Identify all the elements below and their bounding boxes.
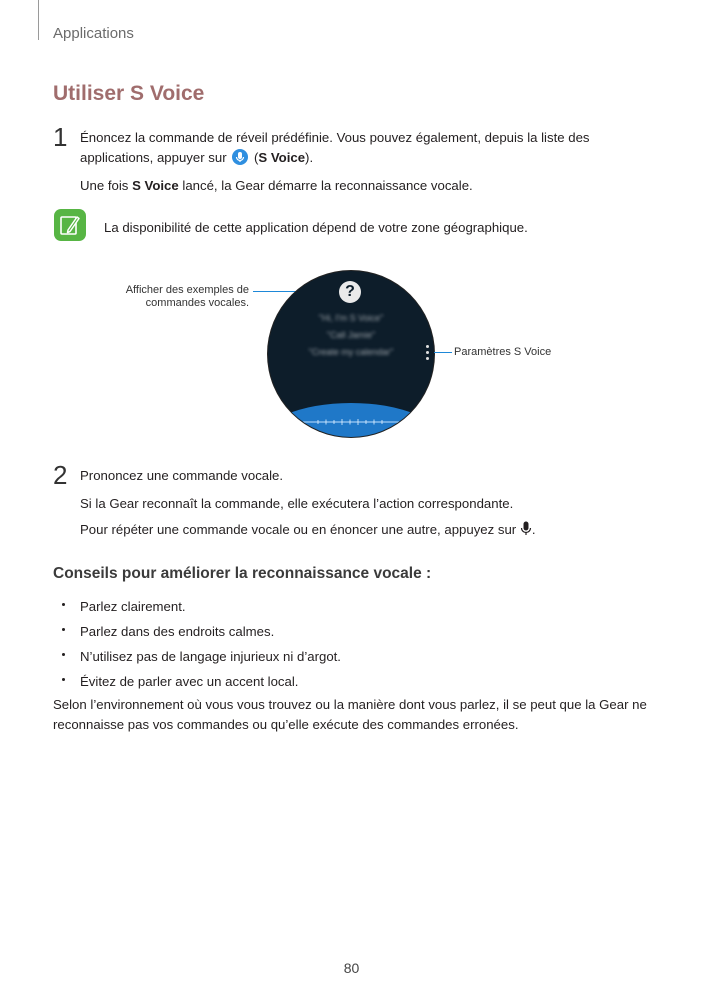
step2-line3-pre: Pour répéter une commande vocale ou en énoncer une autre, appuyez sur bbox=[80, 522, 517, 537]
tips-closing-line2: reconnaisse pas vos commandes ou qu’elle exécute des commandes erronées. bbox=[53, 717, 519, 732]
step2-line3 bbox=[80, 520, 680, 540]
tip-item: N’utilisez pas de langage injurieux ni d’argot. bbox=[80, 649, 341, 664]
bullet-dot bbox=[62, 678, 65, 681]
screen-example-2: "Call Jamie" bbox=[326, 330, 376, 340]
page-title: Utiliser S Voice bbox=[53, 82, 205, 105]
step1-para2-pre: Une fois bbox=[80, 178, 129, 193]
section-header: Applications bbox=[53, 25, 134, 42]
watch-screen bbox=[268, 271, 434, 437]
page-number: 80 bbox=[343, 960, 360, 976]
callout-settings: Paramètres S Voice bbox=[454, 346, 552, 358]
step-number-1: 1 bbox=[53, 122, 68, 152]
paren-open: ( bbox=[253, 150, 259, 165]
callout-line-right bbox=[434, 352, 452, 353]
tips-closing bbox=[53, 695, 673, 735]
s-voice-app-icon bbox=[232, 149, 248, 165]
tip-item: Parlez clairement. bbox=[80, 599, 186, 614]
bullet-dot bbox=[62, 603, 65, 606]
callout-examples-line1: Afficher des exemples de bbox=[125, 284, 249, 296]
step2-line2: Si la Gear reconnaît la commande, elle exécutera l’action correspondante. bbox=[80, 496, 514, 511]
tip-item: Parlez dans des endroits calmes. bbox=[80, 624, 275, 639]
step1-para2-post: lancé, la Gear démarre la reconnaissance vocale. bbox=[182, 178, 473, 193]
step1-line1: Énoncez la commande de réveil prédéfinie. Vous pouvez également, depuis la liste des bbox=[80, 130, 590, 145]
header-rule bbox=[38, 0, 39, 40]
paren-close: ). bbox=[305, 150, 314, 165]
bullet-dot bbox=[62, 628, 65, 631]
more-options-icon[interactable] bbox=[426, 345, 429, 363]
step1-para2 bbox=[80, 176, 680, 196]
note-icon bbox=[54, 209, 86, 241]
callout-examples bbox=[90, 284, 249, 310]
help-button[interactable]: ? bbox=[339, 281, 361, 303]
tip-item: Évitez de parler avec un accent local. bbox=[80, 674, 299, 689]
step1-line2-pre: applications, appuyer sur bbox=[80, 150, 227, 165]
screen-example-1: "Hi, I'm S Voice" bbox=[318, 313, 384, 323]
screen-example-3: "Create my calendar" bbox=[308, 347, 394, 357]
note-text: La disponibilité de cette application dépend de votre zone géographique. bbox=[104, 220, 528, 235]
step1-para2-bold: S Voice bbox=[132, 178, 179, 193]
step1-text bbox=[80, 128, 680, 168]
tips-closing-line1: Selon l’environnement où vous vous trouvez ou la manière dont vous parlez, il se peut que la Gear ne bbox=[53, 697, 647, 712]
step-number-2: 2 bbox=[53, 460, 68, 490]
step1-line2 bbox=[80, 148, 680, 168]
step2-line3-post: . bbox=[531, 522, 536, 537]
s-voice-bold: S Voice bbox=[258, 150, 306, 165]
waveform-line bbox=[298, 419, 404, 425]
tips-heading: Conseils pour améliorer la reconnaissance vocale : bbox=[53, 565, 432, 582]
callout-examples-line2: commandes vocales. bbox=[145, 297, 249, 309]
microphone-icon bbox=[520, 521, 532, 536]
step2-line1: Prononcez une commande vocale. bbox=[80, 468, 284, 483]
bullet-dot bbox=[62, 653, 65, 656]
